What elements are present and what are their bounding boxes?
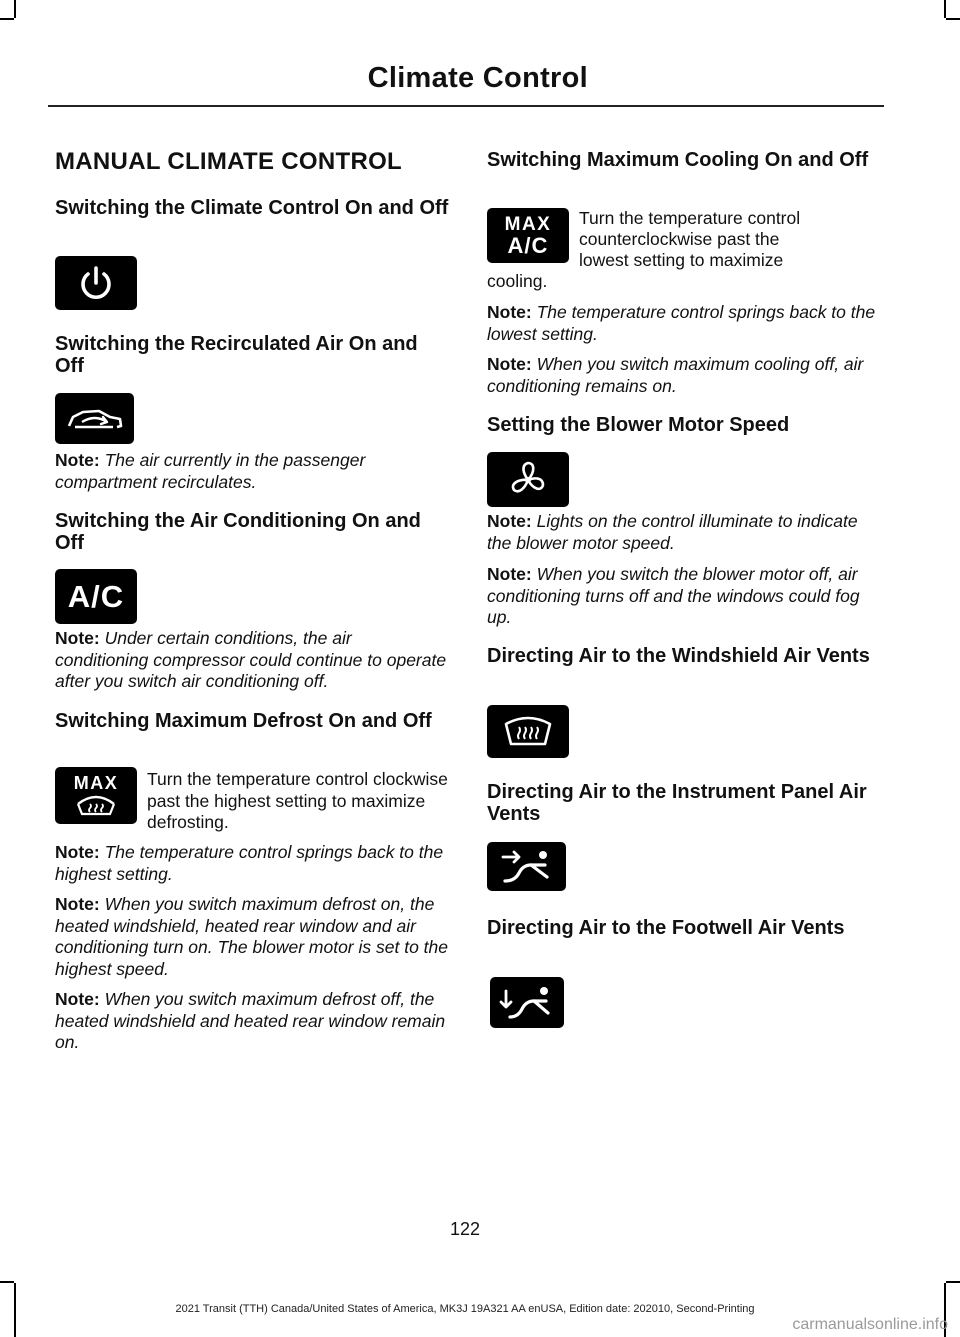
crop-mark-bottom-right: [946, 1281, 960, 1283]
header-rule: [48, 105, 884, 107]
note-body: Under certain conditions, the air conditioning compressor could continue to operate after you switch air conditioning off.: [55, 628, 447, 691]
crop-mark-bottom-left: [0, 1281, 14, 1283]
note-label: Note:: [487, 564, 532, 584]
note-label: Note:: [55, 842, 100, 862]
note-label: Note:: [487, 511, 532, 531]
note-body: Lights on the control illuminate to indicate the blower motor speed.: [487, 511, 858, 553]
ac-icon-text: A/C: [67, 578, 125, 614]
heading-panel-vents: Directing Air to the Instrument Panel Air Vents: [487, 781, 867, 825]
windshield-vent-icon: [487, 705, 569, 758]
note-label: Note:: [487, 302, 532, 322]
note-body: When you switch maximum cooling off, air conditioning remains on.: [487, 354, 864, 396]
note-blower-2: [487, 564, 881, 629]
max-cooling-text-line1: Turn the temperature control: [579, 208, 801, 228]
note-body: The air currently in the passenger compartment recirculates.: [55, 450, 366, 492]
crop-mark-top-left-v: [14, 0, 16, 18]
panel-vent-icon: [487, 842, 566, 891]
max-cooling-text-line3: lowest setting to maximize: [579, 250, 784, 270]
note-label: Note:: [55, 628, 100, 648]
page-number: 122: [449, 1219, 481, 1239]
note-label: Note:: [55, 894, 100, 914]
note-body: When you switch maximum defrost off, the heated windshield and heated rear window remain on.: [55, 989, 446, 1052]
heading-windshield-vents: Directing Air to the Windshield Air Vents: [487, 645, 870, 667]
recirculation-icon: [55, 393, 134, 444]
crop-mark-top-right: [946, 18, 960, 20]
ac-icon: [55, 569, 137, 624]
note-cooling-1: [487, 302, 881, 345]
section-main-heading: MANUAL CLIMATE CONTROL: [55, 148, 403, 175]
heading-maximum-cooling: Switching Maximum Cooling On and Off: [487, 149, 869, 171]
max-label: MAX: [73, 772, 119, 793]
watermark[interactable]: carmanualsonline.info: [792, 1316, 948, 1333]
note-label: Note:: [55, 989, 100, 1009]
note-defrost-2: [55, 894, 449, 980]
heading-climate-on-off: Switching the Climate Control On and Off: [55, 197, 449, 219]
ac-label: A/C: [507, 232, 549, 258]
note-recirculation: [55, 450, 449, 493]
heading-maximum-defrost: Switching Maximum Defrost On and Off: [55, 710, 432, 732]
note-body: The temperature control springs back to the highest setting.: [55, 842, 444, 884]
note-cooling-2: [487, 354, 881, 397]
note-body: When you switch maximum defrost on, the heated windshield, heated rear window and air conditioning turn on. The blower motor is set to the highest speed.: [55, 894, 448, 979]
fan-icon: [487, 452, 569, 507]
note-label: Note:: [487, 354, 532, 374]
note-air-conditioning: [55, 628, 449, 693]
footwell-vent-icon: [490, 977, 564, 1028]
page-header-title: Climate Control: [367, 62, 588, 94]
max-label: MAX: [504, 213, 552, 235]
footer-edition: 2021 Transit (TTH) Canada/United States of America, MK3J 19A321 AA enUSA, Edition date: 202010, Second-Printing: [175, 1303, 755, 1315]
note-defrost-3: [55, 989, 449, 1054]
crop-mark-top-right-v: [944, 0, 946, 18]
heading-footwell-vents: Directing Air to the Footwell Air Vents: [487, 917, 845, 939]
max-ac-icon: [487, 208, 569, 263]
note-defrost-1: [55, 842, 449, 885]
max-cooling-text-line4: cooling.: [487, 271, 548, 291]
heading-recirculated-air: Switching the Recirculated Air On and Off: [55, 333, 418, 377]
note-label: Note:: [55, 450, 100, 470]
max-cooling-text-line2: counterclockwise past the: [579, 229, 780, 249]
max-defrost-icon: [55, 767, 137, 824]
note-body: When you switch the blower motor off, air conditioning turns off and the windows could fog up.: [487, 564, 860, 627]
crop-mark-top-left: [0, 18, 14, 20]
note-body: The temperature control springs back to the lowest setting.: [487, 302, 876, 344]
heading-air-conditioning: Switching the Air Conditioning On and Off: [55, 510, 421, 554]
power-icon: [55, 256, 137, 310]
heading-blower-speed: Setting the Blower Motor Speed: [487, 414, 790, 436]
note-blower-1: [487, 511, 881, 554]
max-defrost-text: Turn the temperature control clockwise past the highest setting to maximize defrosting.: [147, 769, 448, 832]
